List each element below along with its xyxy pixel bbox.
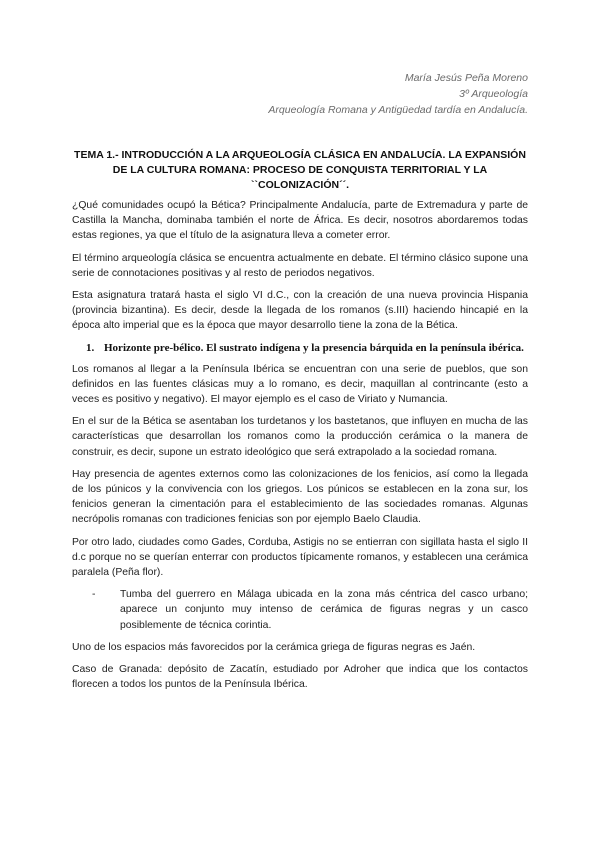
section-heading [72, 341, 528, 356]
section-heading-text: Horizonte pre-bélico. El sustrato indígena y la presencia bárquida en la península ibérica. [104, 341, 524, 354]
document-title: TEMA 1.- INTRODUCCIÓN A LA ARQUEOLOGÍA CLÁSICA EN ANDALUCÍA. LA EXPANSIÓN DE LA CULTURA ROMANA: PROCESO DE CONQUISTA TERRITORIAL Y LA ``COLONIZACIÓN´´. [74, 149, 526, 191]
paragraph: El término arqueología clásica se encuentra actualmente en debate. El término clásico supone una serie de connotaciones positivas y al resto de periodos negativos. [72, 252, 528, 279]
paragraph: En el sur de la Bética se asentaban los turdetanos y los bastetanos, que influyen en mucha de las características que desarrollan los romanos como la producción cerámica o la manera de construir, es decir, supone un estrato ideológico que será extrapolado a la sociedad romana. [72, 416, 528, 458]
bullet-text: Tumba del guerrero en Málaga ubicada en la zona más céntrica del casco urbano; aparece un conjunto muy intenso de cerámica de figuras negras y un casco posiblemente de técnica corintia. [120, 589, 528, 631]
paragraph: Uno de los espacios más favorecidos por la cerámica griega de figuras negras es Jaén. [72, 641, 476, 653]
bullet-item [72, 587, 528, 633]
section-number: 1. [86, 341, 95, 354]
document-body [72, 198, 528, 699]
paragraph: Por otro lado, ciudades como Gades, Corduba, Astigis no se entierran con sigillata hasta el siglo II d.c porque no se querían enterrar con productos típicamente romanos, y establecen una cerámica paralela (Peña flor). [72, 536, 528, 579]
paragraph: Hay presencia de agentes externos como las colonizaciones de los fenicios, así como la llegada de los púnicos y la convivencia con los griegos. Los púnicos se establecen en la zona sur, los fenicios generan la cimentación para el establecimiento de las sociedades romanas. Algunas necrópolis romanas con tradiciones fenicias son por ejemplo Baelo Claudia. [72, 468, 528, 526]
bullet-marker: - [92, 589, 96, 601]
header-author: María Jesús Peña Moreno [404, 72, 528, 84]
paragraph: Esta asignatura tratará hasta el siglo VI d.C., con la creación de una nueva provincia Hispania (provincia bizantina). Es decir, desde la llegada de los romanos (s.III) haciendo hincapié en la época alto imperial que es la época que mayor desarrollo tiene la zona de la Bética. [72, 290, 528, 332]
paragraph: Los romanos al llegar a la Península Ibérica se encuentran con una serie de pueblos, que son definidos en las fuentes clásicas muy a lo romano, es decir, maquillan al contrincante (esto a veces es positivo y negativo). El mayor ejemplo es el caso de Viriato y Numancia. [72, 363, 528, 406]
paragraph: Caso de Granada: depósito de Zacatín, estudiado por Adroher que indica que los contactos florecen a todos los puntos de la Península Ibérica. [72, 664, 528, 691]
paragraph: ¿Qué comunidades ocupó la Bética? Principalmente Andalucía, parte de Extremadura y parte de Castilla la Mancha, dominaba también el norte de África. Es decir, nosotros abordaremos todas estas regiones, ya que el título de la asignatura lleva a cometer error. [72, 200, 528, 242]
header-course: 3º Arqueología [459, 88, 528, 100]
document-header [268, 70, 528, 118]
header-subject: Arqueología Romana y Antigüedad tardía en Andalucía. [268, 104, 528, 116]
